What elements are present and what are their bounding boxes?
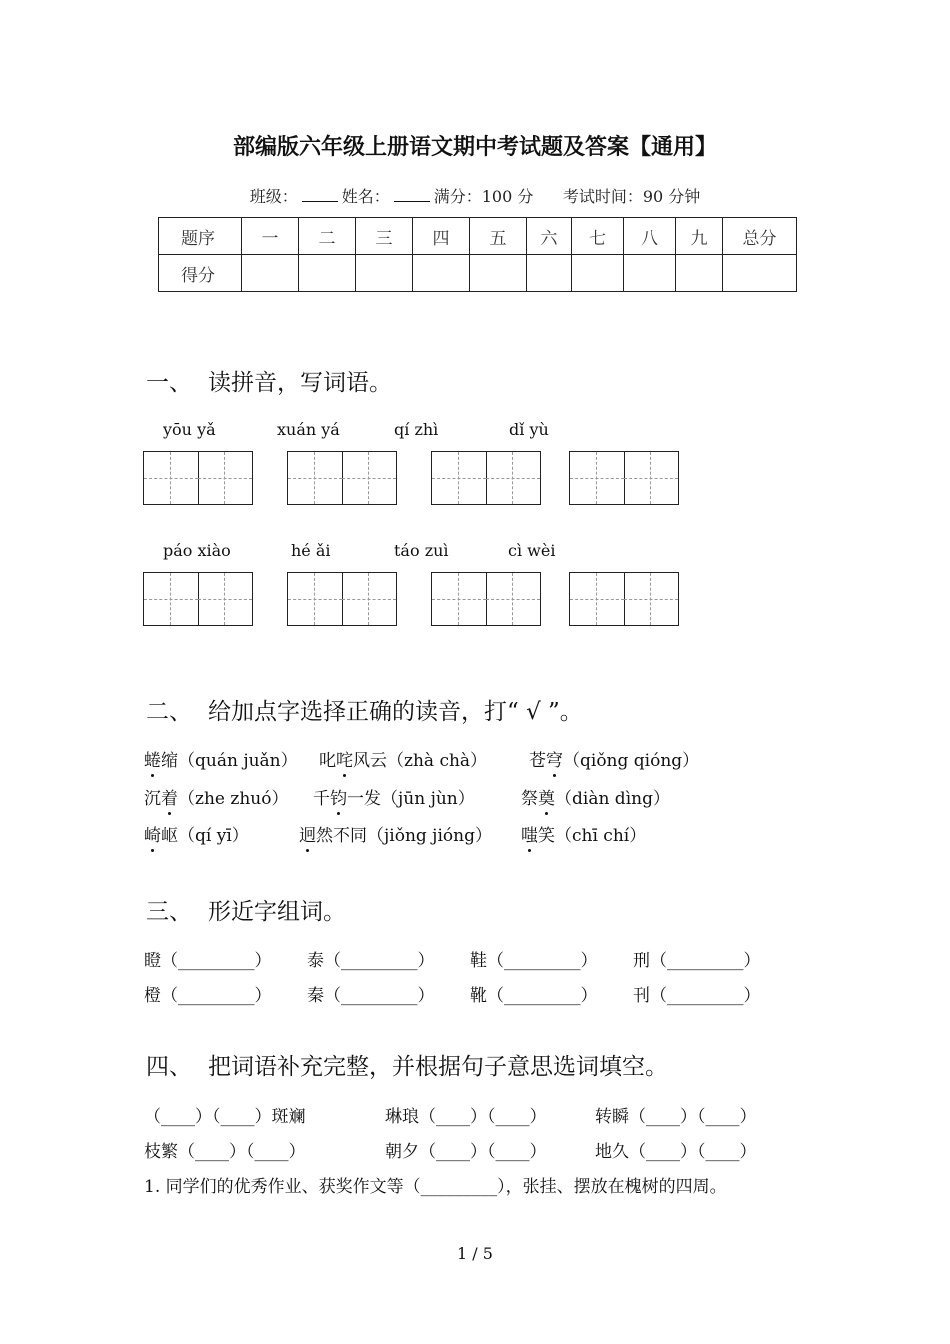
class-blank[interactable] [302, 187, 338, 202]
score-cell[interactable] [527, 255, 572, 292]
dotted-char: 咤 [336, 746, 353, 771]
pronunciation-item[interactable]: 苍穹（qiǒng qióng） [529, 746, 699, 771]
idiom-fill-item[interactable]: 地久（____）（____） [595, 1142, 757, 1162]
section-3-heading [146, 893, 346, 926]
score-table-score-row [159, 255, 797, 292]
word-fill-item[interactable]: 橙（_________） [144, 986, 272, 1006]
dotted-char: 蜷 [144, 746, 161, 771]
section-3-number: 三、 [146, 899, 192, 925]
section-4-number: 四、 [146, 1054, 192, 1080]
header-cell: 九 [676, 218, 723, 255]
header-cell: 八 [624, 218, 676, 255]
word-fill-item[interactable]: 泰（_________） [307, 951, 435, 971]
pronunciation-item[interactable]: 祭奠（diàn dìng） [521, 784, 670, 809]
sentence-fill-item[interactable]: 1. 同学们的优秀作业、获奖作文等（_________），张挂、摆放在槐树的四周。 [144, 1177, 727, 1197]
pronunciation-item[interactable]: 叱咤风云（zhà chà） [319, 746, 487, 771]
idiom-fill-item[interactable]: 朝夕（____）（____） [385, 1142, 547, 1162]
dotted-char: 着 [161, 784, 178, 809]
idiom-fill-item[interactable]: 枝繁（____）（____） [144, 1142, 306, 1162]
score-row-label: 得分 [159, 255, 242, 292]
idiom-fill-item[interactable]: 琳琅（____）（____） [385, 1107, 547, 1127]
header-cell: 五 [470, 218, 527, 255]
pronunciation-item[interactable]: 蜷缩（quán juǎn） [144, 746, 298, 771]
writing-grid[interactable] [287, 451, 397, 505]
pinyin-label: yōu yǎ [163, 420, 216, 439]
dotted-char: 崎 [144, 821, 161, 846]
score-cell[interactable] [723, 255, 797, 292]
pinyin-label: hé ǎi [291, 541, 331, 560]
pronunciation-item[interactable]: 千钧一发（jūn jùn） [313, 784, 475, 809]
header-cell: 二 [299, 218, 356, 255]
score-cell[interactable] [676, 255, 723, 292]
name-label: 姓名： [341, 187, 390, 206]
writing-grid[interactable] [143, 572, 253, 626]
full-score: 满分：100 分 [433, 187, 534, 206]
name-blank[interactable] [394, 187, 430, 202]
writing-grid[interactable] [569, 572, 679, 626]
score-cell[interactable] [299, 255, 356, 292]
exam-info [0, 184, 950, 207]
header-cell: 六 [527, 218, 572, 255]
score-table-header-row [159, 218, 797, 255]
section-4-heading [146, 1048, 668, 1081]
class-label: 班级： [249, 187, 298, 206]
writing-grid[interactable] [143, 451, 253, 505]
section-2-title: 给加点字选择正确的读音，打“ √ ”。 [208, 699, 583, 725]
header-cell: 四 [413, 218, 470, 255]
dotted-char: 迥 [299, 821, 316, 846]
section-2-heading [146, 693, 583, 726]
section-1-title: 读拼音，写词语。 [208, 370, 392, 396]
score-cell[interactable] [356, 255, 413, 292]
section-1-number: 一、 [146, 370, 192, 396]
pronunciation-item[interactable]: 沉着（zhe zhuó） [144, 784, 288, 809]
header-cell: 七 [572, 218, 624, 255]
writing-grid[interactable] [431, 572, 541, 626]
pinyin-label: qí zhì [394, 420, 439, 439]
dotted-char: 嗤 [521, 821, 538, 846]
score-cell[interactable] [413, 255, 470, 292]
word-fill-item[interactable]: 鞋（_________） [470, 951, 598, 971]
score-cell[interactable] [242, 255, 299, 292]
dotted-char: 钧 [330, 784, 347, 809]
writing-grid[interactable] [431, 451, 541, 505]
word-fill-item[interactable]: 瞪（_________） [144, 951, 272, 971]
pinyin-label: dǐ yù [509, 420, 549, 439]
word-fill-item[interactable]: 秦（_________） [307, 986, 435, 1006]
pronunciation-item[interactable]: 迥然不同（jiǒng jióng） [299, 821, 492, 846]
header-cell: 三 [356, 218, 413, 255]
score-table [158, 217, 797, 292]
page-number: 1 / 5 [457, 1244, 493, 1263]
section-2-number: 二、 [146, 699, 192, 725]
word-fill-item[interactable]: 刊（_________） [633, 986, 761, 1006]
dotted-char: 穹 [546, 746, 563, 771]
pronunciation-item[interactable]: 崎岖（qí yī） [144, 821, 249, 846]
dotted-char: 奠 [538, 784, 555, 809]
score-cell[interactable] [624, 255, 676, 292]
header-cell: 题序 [159, 218, 242, 255]
pronunciation-item[interactable]: 嗤笑（chī chí） [521, 821, 646, 846]
page-title: 部编版六年级上册语文期中考试题及答案【通用】 [232, 134, 717, 160]
writing-grid[interactable] [569, 451, 679, 505]
pinyin-label: páo xiào [163, 541, 231, 560]
pinyin-label: xuán yá [277, 420, 340, 439]
header-cell: 一 [242, 218, 299, 255]
section-1-heading [146, 364, 392, 397]
word-fill-item[interactable]: 靴（_________） [470, 986, 598, 1006]
idiom-fill-item[interactable]: （____）（____）斑斓 [144, 1107, 306, 1127]
section-4-title: 把词语补充完整，并根据句子意思选词填空。 [208, 1054, 668, 1080]
idiom-fill-item[interactable]: 转瞬（____）（____） [595, 1107, 757, 1127]
header-cell: 总分 [723, 218, 797, 255]
writing-grid[interactable] [287, 572, 397, 626]
pinyin-label: táo zuì [394, 541, 449, 560]
pinyin-label: cì wèi [508, 541, 556, 560]
word-fill-item[interactable]: 刑（_________） [633, 951, 761, 971]
section-3-title: 形近字组词。 [208, 899, 346, 925]
score-cell[interactable] [572, 255, 624, 292]
exam-time: 考试时间：90 分钟 [562, 187, 701, 206]
score-cell[interactable] [470, 255, 527, 292]
